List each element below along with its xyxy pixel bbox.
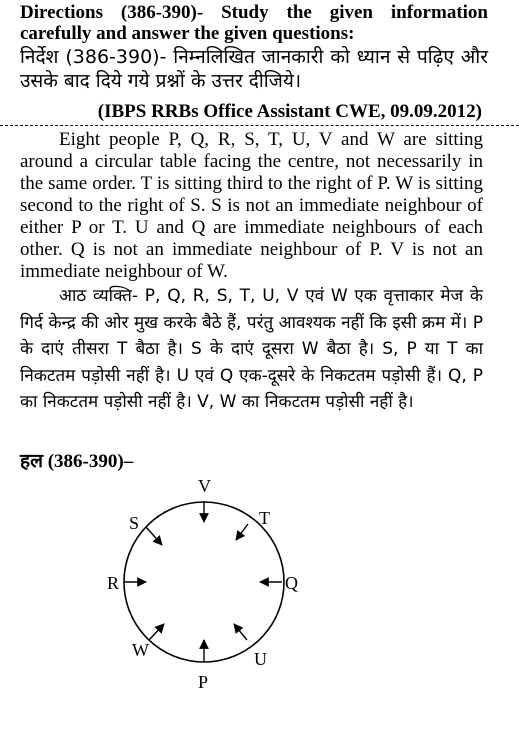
seat-v xyxy=(198,476,211,522)
seat-label-t: T xyxy=(259,508,270,528)
directions-english: Directions (386-390)- Study the given information carefully and answer the given questions: xyxy=(20,2,488,44)
solution-label-range: (386-390)– xyxy=(42,451,134,472)
arrow-s-icon xyxy=(146,527,162,545)
directions-hindi: निर्देश (386-390)- निम्नलिखित जानकारी को ध्यान से पढ़िए और उसके बाद दिये गये प्रश्नों के उत्तर दीजिये। xyxy=(20,46,488,92)
seat-label-u: U xyxy=(254,649,267,669)
seat-label-s: S xyxy=(129,513,140,533)
arrow-t-icon xyxy=(236,524,248,540)
seat-r xyxy=(107,573,146,593)
seat-label-w: W xyxy=(132,640,149,660)
passage-english: Eight people P, Q, R, S, T, U, V and W are sitting around a circular table facing the centre, not necessarily in the same order. T is sitting third to the right of P. W is sitting second to the right of S. S is not an immediate neighbour of either P or T. U and Q are immediate neighbours of each other. Q is not an immediate neighbour of P. V is not an immediate neighbour of W. xyxy=(20,129,483,282)
exam-source: (IBPS RRBs Office Assistant CWE, 09.09.2012) xyxy=(97,101,482,122)
seat-q xyxy=(260,573,298,593)
seat-t xyxy=(236,508,270,540)
seat-label-q: Q xyxy=(285,573,298,593)
passage-hindi: आठ व्यक्ति- P, Q, R, S, T, U, V एवं W एक वृत्ताकार मेज के गिर्द केन्द्र की ओर मुख करके बैठे हैं, परंतु आवश्यक नहीं कि इसी क्रम में। P के दाएं तीसरा T बैठा है। S के दाएं दूसरा W बैठा है। S, P या T का निकटतम पड़ोसी नहीं है। U एवं Q एक-दूसरे के निकटतम पड़ोसी हैं। Q, P का निकटतम पड़ोसी नहीं है। V, W का निकटतम पड़ोसी नहीं है। xyxy=(20,286,483,412)
arrow-w-icon xyxy=(149,624,164,640)
seat-label-r: R xyxy=(107,573,120,593)
seat-label-p: P xyxy=(198,672,209,692)
seat-w xyxy=(132,624,164,660)
arrow-u-icon xyxy=(234,624,247,640)
solution-label-hindi: हल xyxy=(20,450,43,472)
seat-label-v: V xyxy=(198,476,211,496)
seat-p xyxy=(198,640,208,692)
